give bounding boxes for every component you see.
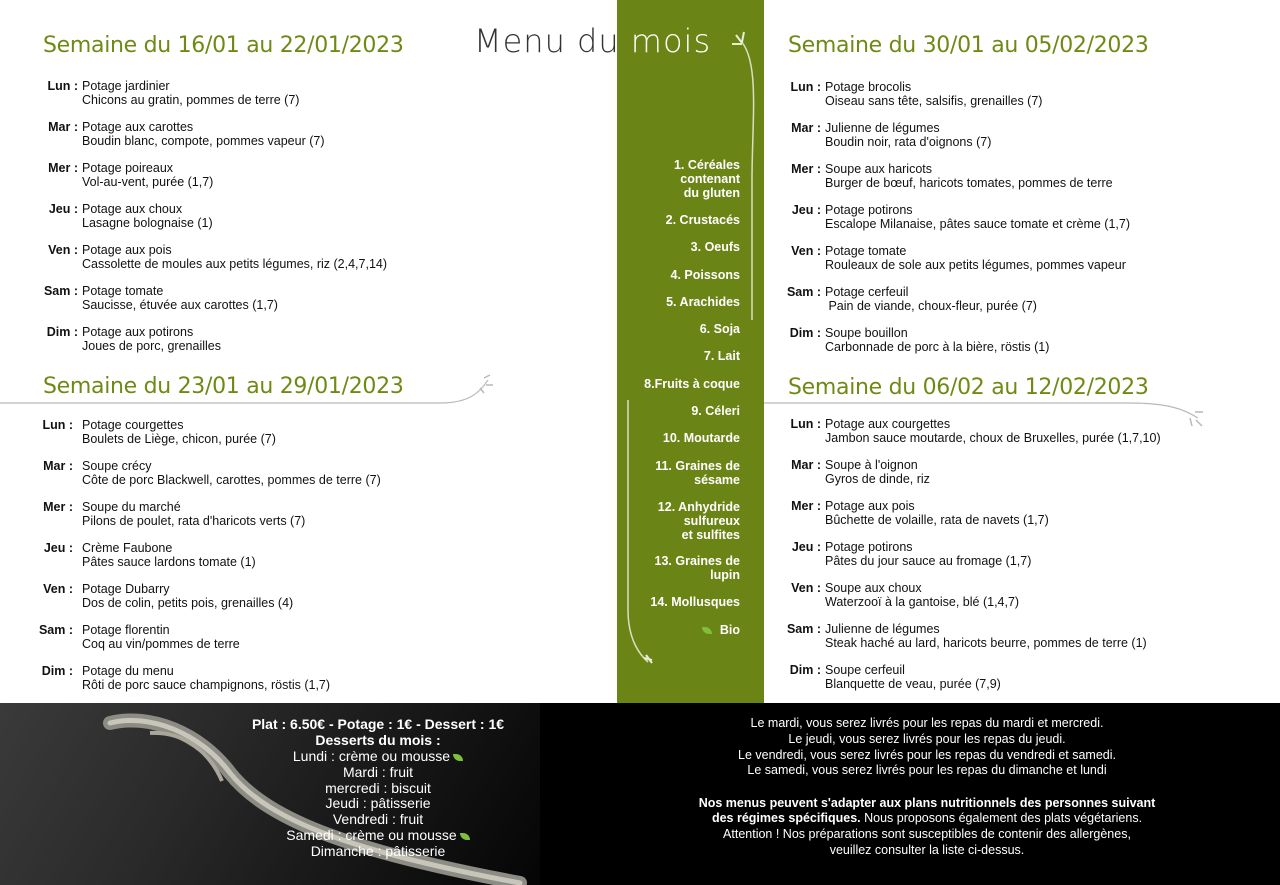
soup-dish: Potage aux courgettes bbox=[825, 417, 951, 431]
notice: Attention ! Nos préparations sont susceptibles de contenir des allergènes, bbox=[723, 827, 1131, 841]
allergen-item: 4. Poissons bbox=[670, 268, 740, 282]
day-label: Mar : bbox=[43, 459, 73, 473]
main-dish: Waterzooï à la gantoise, blé (1,4,7) bbox=[825, 595, 1020, 609]
allergen-item: 9. Céleri bbox=[691, 404, 740, 418]
soup-dish: Potage potirons bbox=[825, 203, 913, 217]
day-label: Jeu : bbox=[48, 202, 78, 216]
soup-dish: Julienne de légumes bbox=[825, 121, 940, 135]
main-dish: Lasagne bolognaise (1) bbox=[82, 216, 213, 230]
main-dish: Boudin blanc, compote, pommes vapeur (7) bbox=[82, 134, 325, 148]
dessert-item: Lundi : crème ou mousse bbox=[173, 748, 583, 764]
main-dish: Rouleaux de sole aux petits légumes, pommes vapeur bbox=[825, 258, 1126, 272]
soup-dish: Soupe du marché bbox=[82, 500, 181, 514]
soup-dish: Soupe à l'oignon bbox=[825, 458, 918, 472]
soup-dish: Potage aux potirons bbox=[82, 325, 194, 339]
footer-banner bbox=[0, 703, 1280, 885]
allergen-item: 7. Lait bbox=[703, 349, 740, 363]
delivery-line: Le jeudi, vous serez livrés pour les repas du jeudi. bbox=[788, 731, 1066, 746]
day-label: Dim : bbox=[46, 325, 78, 339]
main-dish: Oiseau sans tête, salsifis, grenailles (7) bbox=[825, 94, 1043, 108]
soup-dish: Potage tomate bbox=[82, 284, 164, 298]
allergen-item: 11. Graines de sésame bbox=[655, 459, 740, 487]
day-label: Mer : bbox=[791, 499, 821, 513]
bio-label: Bio bbox=[600, 623, 740, 637]
day-label: Ven : bbox=[48, 243, 78, 257]
day-label: Sam : bbox=[786, 285, 821, 299]
prices: Plat : 6.50€ - Potage : 1€ - Dessert : 1€ bbox=[251, 716, 505, 732]
soup-dish: Potage tomate bbox=[825, 244, 907, 258]
day-label: Dim : bbox=[789, 663, 821, 677]
main-dish: Chicons au gratin, pommes de terre (7) bbox=[82, 93, 300, 107]
soup-dish: Potage Dubarry bbox=[82, 582, 170, 596]
day-label: Lun : bbox=[42, 418, 73, 432]
soup-dish: Potage jardinier bbox=[82, 79, 170, 93]
soup-dish: Soupe aux haricots bbox=[825, 162, 933, 176]
soup-dish: Potage aux carottes bbox=[82, 120, 194, 134]
leaf-icon bbox=[702, 627, 712, 634]
leaf-icon bbox=[453, 754, 463, 761]
main-dish: Saucisse, étuvée aux carottes (1,7) bbox=[82, 298, 278, 312]
main-dish: Pain de viande, choux-fleur, purée (7) bbox=[825, 299, 1037, 313]
soup-dish: Soupe crécy bbox=[82, 459, 152, 473]
day-label: Sam : bbox=[786, 622, 821, 636]
day-label: Jeu : bbox=[43, 541, 73, 555]
day-label: Sam : bbox=[38, 623, 73, 637]
day-label: Lun : bbox=[790, 417, 821, 431]
day-label: Jeu : bbox=[791, 203, 821, 217]
day-label: Sam : bbox=[43, 284, 78, 298]
day-label: Lun : bbox=[47, 79, 78, 93]
delivery-line: Le samedi, vous serez livrés pour les repas du dimanche et lundi bbox=[747, 763, 1107, 778]
allergen-item: 10. Moutarde bbox=[662, 431, 740, 445]
soup-dish: Soupe aux choux bbox=[825, 581, 922, 595]
allergen-item: 1. Céréales contenant du gluten bbox=[673, 158, 740, 200]
allergen-item: 2. Crustacés bbox=[665, 213, 740, 227]
soup-dish: Potage aux pois bbox=[825, 499, 915, 513]
main-dish: Côte de porc Blackwell, carottes, pommes de terre (7) bbox=[82, 473, 381, 487]
main-dish: Burger de bœuf, haricots tomates, pommes de terre bbox=[825, 176, 1113, 190]
dessert-item: Dimanche : pâtisserie bbox=[310, 842, 446, 859]
soup-dish: Crème Faubone bbox=[82, 541, 173, 555]
main-dish: Pâtes sauce lardons tomate (1) bbox=[82, 555, 256, 569]
leaf-icon bbox=[460, 833, 470, 840]
allergen-item: 14. Mollusques bbox=[650, 595, 740, 609]
soup-dish: Potage poireaux bbox=[82, 161, 174, 175]
main-dish: Vol-au-vent, purée (1,7) bbox=[82, 175, 214, 189]
notice: veuillez consulter la liste ci-dessus. bbox=[829, 843, 1025, 857]
soup-dish: Julienne de légumes bbox=[825, 622, 940, 636]
soup-dish: Potage courgettes bbox=[82, 418, 184, 432]
main-dish: Boulets de Liège, chicon, purée (7) bbox=[82, 432, 276, 446]
day-label: Mer : bbox=[48, 161, 78, 175]
main-dish: Joues de porc, grenailles bbox=[82, 339, 221, 353]
week-title: Semaine du 30/01 au 05/02/2023 bbox=[788, 33, 1149, 58]
soup-dish: Potage aux pois bbox=[82, 243, 172, 257]
main-dish: Pilons de poulet, rata d'haricots verts (7) bbox=[82, 514, 306, 528]
delivery-line: Le mardi, vous serez livrés pour les repas du mardi et mercredi. bbox=[750, 716, 1104, 730]
notice: Nos menus peuvent s'adapter aux plans nutritionnels des personnes suivant bbox=[698, 796, 1156, 810]
allergen-item: 8.Fruits à coque bbox=[644, 377, 740, 391]
main-dish: Steak haché au lard, haricots beurre, pommes de terre (1) bbox=[825, 636, 1147, 650]
soup-dish: Potage potirons bbox=[825, 540, 913, 554]
main-dish: Boudin noir, rata d'oignons (7) bbox=[825, 135, 992, 149]
day-label: Mar : bbox=[48, 120, 78, 134]
dessert-item: mercredi : biscuit bbox=[325, 779, 431, 796]
soup-dish: Soupe cerfeuil bbox=[825, 663, 905, 677]
soup-dish: Soupe bouillon bbox=[825, 326, 908, 340]
main-dish: Gyros de dinde, riz bbox=[825, 472, 930, 486]
main-dish: Blanquette de veau, purée (7,9) bbox=[825, 677, 1001, 691]
day-label: Dim : bbox=[789, 326, 821, 340]
soup-dish: Potage aux choux bbox=[82, 202, 183, 216]
week-title: Semaine du 06/02 au 12/02/2023 bbox=[788, 375, 1149, 400]
day-label: Mer : bbox=[791, 162, 821, 176]
main-dish: Escalope Milanaise, pâtes sauce tomate et crème (1,7) bbox=[825, 217, 1131, 231]
day-label: Dim : bbox=[41, 664, 73, 678]
main-dish: Bûchette de volaille, rata de navets (1,7) bbox=[825, 513, 1049, 527]
soup-dish: Potage du menu bbox=[82, 664, 174, 678]
day-label: Lun : bbox=[790, 80, 821, 94]
day-label: Ven : bbox=[43, 582, 73, 596]
main-dish: Pâtes du jour sauce au fromage (1,7) bbox=[825, 554, 1032, 568]
day-label: Ven : bbox=[791, 244, 821, 258]
allergen-item: 3. Oeufs bbox=[690, 240, 740, 254]
dessert-item: Mardi : fruit bbox=[342, 763, 413, 780]
soup-dish: Potage cerfeuil bbox=[825, 285, 909, 299]
allergen-item: 5. Arachides bbox=[666, 295, 740, 309]
main-dish: Coq au vin/pommes de terre bbox=[82, 637, 240, 651]
day-label: Ven : bbox=[791, 581, 821, 595]
main-dish: Cassolette de moules aux petits légumes, riz (2,4,7,14) bbox=[82, 257, 388, 271]
day-label: Jeu : bbox=[791, 540, 821, 554]
main-dish: Dos de colin, petits pois, grenailles (4) bbox=[82, 596, 294, 610]
day-label: Mar : bbox=[791, 121, 821, 135]
dessert-item: Samedi : crème ou mousse bbox=[173, 827, 583, 843]
notice: des régimes spécifiques. Nous proposons également des plats végétariens. bbox=[711, 811, 1143, 825]
week-title: Semaine du 23/01 au 29/01/2023 bbox=[43, 374, 404, 399]
day-label: Mar : bbox=[791, 458, 821, 472]
delivery-line: Le vendredi, vous serez livrés pour les repas du vendredi et samedi. bbox=[738, 747, 1116, 762]
main-dish: Rôti de porc sauce champignons, röstis (1,7) bbox=[82, 678, 331, 692]
day-label: Mer : bbox=[43, 500, 73, 514]
dessert-item: Vendredi : fruit bbox=[332, 811, 424, 828]
allergen-item: 13. Graines de lupin bbox=[654, 554, 740, 582]
soup-dish: Potage brocolis bbox=[825, 80, 912, 94]
allergen-item: 12. Anhydride sulfureux et sulfites bbox=[657, 500, 740, 542]
dessert-item: Jeudi : pâtisserie bbox=[325, 795, 431, 812]
page-title: Menu du mois bbox=[474, 22, 712, 60]
main-dish: Jambon sauce moutarde, choux de Bruxelles, purée (1,7,10) bbox=[825, 431, 1161, 445]
allergen-item: 6. Soja bbox=[699, 322, 740, 336]
week-title: Semaine du 16/01 au 22/01/2023 bbox=[43, 33, 404, 58]
soup-dish: Potage florentin bbox=[82, 623, 170, 637]
main-dish: Carbonnade de porc à la bière, röstis (1) bbox=[825, 340, 1050, 354]
desserts-title: Desserts du mois : bbox=[315, 732, 441, 748]
